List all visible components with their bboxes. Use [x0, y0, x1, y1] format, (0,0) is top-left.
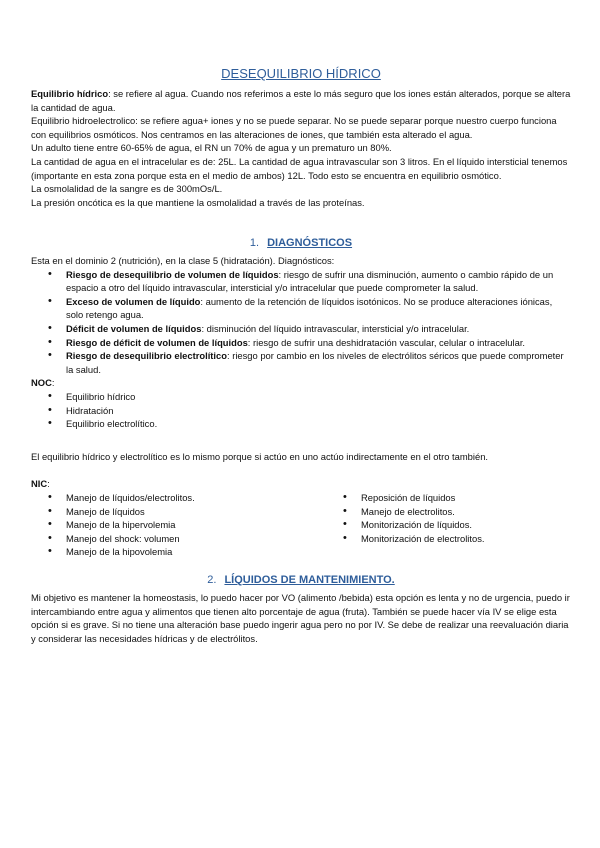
- list-item: [31, 322, 571, 336]
- list-item: • Manejo de la hipovolemia: [31, 545, 331, 559]
- note-paragraph-block: [31, 450, 571, 464]
- list-item: • Equilibrio electrolítico.: [31, 417, 571, 431]
- section-number: 1.: [249, 237, 260, 249]
- section-heading-liquidos: [31, 574, 571, 588]
- list-item: • Manejo de electrolitos.: [326, 505, 571, 519]
- list-item: • Manejo de la hipervolemia: [31, 518, 331, 532]
- intro-paragraph: La cantidad de agua en el intracelular es de: 25L. La cantidad de agua intravascular son 3 litros. En el líquido intersticial tenemos (importante en esta zona porque esta en el medio de ambos) 12L. Todo esto se encuentra en equilibrio osmótico.: [31, 155, 568, 181]
- list-item: • Reposición de líquidos: [326, 491, 571, 505]
- noc-list: [31, 390, 571, 431]
- intro-paragraph: La presión oncótica es la que mantiene la osmolalidad a través de las proteínas.: [31, 196, 365, 208]
- page-title: DESEQUILIBRIO HÍDRICO: [221, 66, 381, 81]
- note-paragraph: El equilibrio hídrico y electrolítico es lo mismo porque si actúo en uno actúo indirectamente en el otro también.: [31, 451, 489, 462]
- noc-colon: :: [51, 377, 55, 389]
- diagnosis-term: Riesgo de desequilibrio de volumen de líquidos: [66, 268, 279, 280]
- intro-paragraph: [31, 87, 571, 114]
- noc-label: [31, 376, 571, 390]
- list-item: • Manejo de líquidos/electrolitos.: [31, 491, 331, 505]
- diagnosis-text: : disminución del líquido intravascular, intersticial y/o intracelular.: [201, 322, 470, 334]
- list-item: • Hidratación: [31, 404, 571, 418]
- list-item: [31, 295, 571, 322]
- intro-section: [31, 87, 571, 209]
- intro-text: : se refiere al agua. Cuando nos referimos a este lo más seguro que los iones están alterados, porque se altera la cantidad de agua.: [31, 88, 571, 113]
- list-item: [31, 268, 571, 295]
- section-paragraph: Mi objetivo es mantener la homeostasis, lo puedo hacer por VO (alimento /bebida) esta opción es lenta y no de urgencia, puedo ir intercambiando entre agua y alimentos que tienen alto porcentaje de agua (fruta). También se puede hacer vía IV se elige esta opción si es grave. Si no tiene una alteración base puedo ingerir agua pero no por IV. Se debe de realizar una reevaluación diaria y considerar las necesidades hídricas y de electrólitos.: [31, 592, 570, 644]
- intro-paragraph: La osmolalidad de la sangre es de 300mOs/L.: [31, 183, 223, 195]
- intro-term: Equilibrio hídrico: [31, 88, 109, 99]
- section-number: 2.: [207, 574, 217, 586]
- nic-list-right: [326, 491, 571, 545]
- nic-label-text: NIC: [31, 478, 48, 489]
- diagnosticos-section: [31, 254, 571, 431]
- intro-paragraph: Equilibrio hidroelectrolico: se refiere agua+ iones y no se puede separar. No se puede separar porque nuestro cuerpo funciona con equilibrios osmóticos. Nos centramos en las alteraciones de iones, que también esta alterado el agua.: [31, 115, 557, 140]
- nic-label-block: [31, 477, 571, 491]
- list-item: [31, 349, 571, 376]
- liquidos-section: [31, 591, 571, 645]
- diagnosis-text: : riesgo de sufrir una deshidratación vascular, celular o intracelular.: [247, 336, 526, 348]
- nic-label: [31, 477, 571, 491]
- list-item: • Equilibrio hídrico: [31, 390, 571, 404]
- diagnosis-term: Riesgo de déficit de volumen de líquidos: [66, 336, 248, 348]
- list-item: • Manejo de líquidos: [31, 505, 331, 519]
- diagnoses-list: [31, 268, 571, 377]
- intro-paragraph: Un adulto tiene entre 60-65% de agua, el RN un 70% de agua y un prematuro un 80%.: [31, 142, 392, 154]
- diagnosis-term: Exceso de volumen de líquido: [66, 295, 201, 307]
- noc-label-text: NOC: [31, 377, 52, 389]
- nic-colon: :: [47, 478, 50, 489]
- diagnosis-term: Riesgo de desequilibrio electrolítico: [66, 350, 227, 362]
- nic-list-left: [31, 491, 331, 559]
- section-title: DIAGNÓSTICOS: [267, 237, 353, 249]
- list-item: [31, 336, 571, 350]
- diagnosis-text: : riesgo de sufrir una disminución, aumento o cambio rápido de un espacio a otro del líquido intravascular, intersticial y/o intracelular que puede comprometer la salud.: [66, 268, 554, 294]
- section-heading-diagnosticos: [31, 237, 571, 251]
- diagnosis-term: Déficit de volumen de líquidos: [66, 322, 202, 334]
- list-item: • Monitorización de líquidos.: [326, 518, 571, 532]
- list-item: • Monitorización de electrolitos.: [326, 532, 571, 546]
- diagnosis-text: : riesgo por cambio en los niveles de electrólitos séricos que puede comprometer la salud.: [66, 350, 564, 375]
- list-item: • Manejo del shock: volumen: [31, 532, 331, 546]
- section-title: LÍQUIDOS DE MANTENIMIENTO.: [224, 574, 395, 586]
- section-intro: Esta en el dominio 2 (nutrición), en la clase 5 (hidratación). Diagnósticos:: [31, 255, 335, 266]
- diagnosis-text: : aumento de la retención de líquidos isotónicos. No se produce alteraciones iónicas, solo retengo agua.: [66, 295, 553, 321]
